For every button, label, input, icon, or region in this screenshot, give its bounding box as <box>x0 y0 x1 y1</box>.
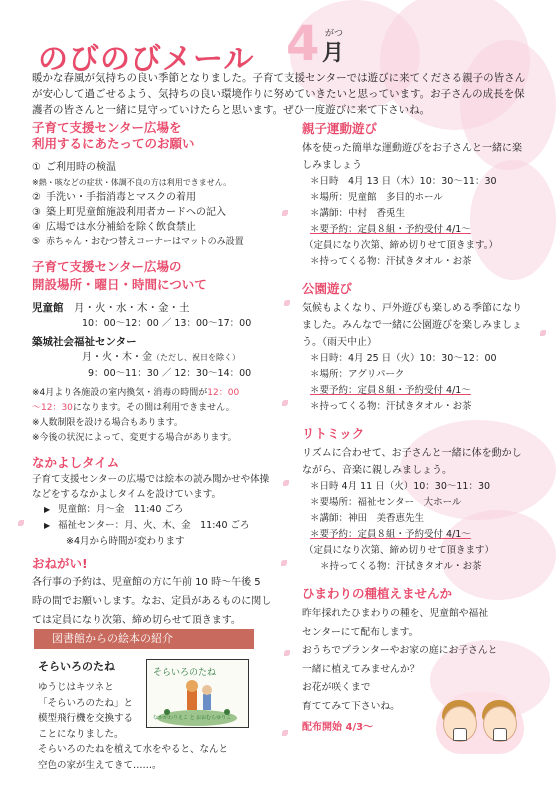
notice-item: ④ 広場では水分補給を除く飲食禁止 <box>32 222 196 233</box>
notice-heading-2: 利用するにあたってのお願い <box>32 136 195 151</box>
schedule-section <box>32 258 272 446</box>
nakayoshi-heading: なかよしタイム <box>32 455 120 470</box>
library-section-bar: 図書館からの絵本の紹介 <box>34 629 254 649</box>
oyako-heading: 親子運動遊び <box>302 121 378 136</box>
oyako-teacher: ＊講師：中村 香兎生 <box>310 208 406 219</box>
notice-item: ② 手洗い・手指消毒とマスクの着用 <box>32 192 196 203</box>
koen-reserve: ＊要予約：定員８組・予約受付 4/1～ <box>310 385 471 396</box>
book-title: そらいろのたね <box>38 660 115 673</box>
nakayoshi-text: 子育て支援センターの広場では絵本の読み聞かせや体操などをするなかよしタイムを設けています。 <box>32 474 270 500</box>
himawari-distribution: 配布開始 4/3～ <box>302 722 374 733</box>
koen-heading: 公園遊び <box>302 281 353 296</box>
oyako-reserve: ＊要予約：定員８組・予約受付 4/1～ <box>310 224 471 235</box>
schedule-heading-2: 開設場所・曜日・時間について <box>32 277 207 292</box>
notice-section <box>32 120 272 250</box>
schedule-note-3: ※今後の状況によって、変更する場合があります。 <box>32 433 237 443</box>
nakayoshi-section <box>32 454 272 549</box>
nakayoshi-item: ▶ 児童館：月～金 11:40 ごろ <box>32 502 272 518</box>
triangle-bullet-icon: ▶ <box>44 521 51 530</box>
himawari-text: 昨年採れたひまわりの種を、児童館や福祉 センターにて配布します。 おうちでプランターやお家の庭にお子さんと 一緒に植えてみませんか？ お花が咲くまで 育ててみて下さいね。 <box>302 608 498 712</box>
right-column <box>302 120 530 735</box>
onegai-text: 各行事の予約は、児童館の方に午前 10 時～午後 5 時の間でお願いします。なお、定員があるものに関しては定員になり次第、締め切らせて頂きます。 <box>32 577 272 626</box>
nakayoshi-item: ▶ 福祉センター：月、火、木、金 11:40 ごろ <box>32 518 272 534</box>
notice-heading-1: 子育て支援センター広場を <box>32 120 182 135</box>
book-description: ゆうじはキツネと 「そらいろのたね」と 模型飛行機を交換する ことになりました。 そらいろのたねを植えて水をやると、なんと 空色の家が生えてきて……。 <box>38 682 229 771</box>
oyako-section <box>302 120 530 270</box>
koen-section <box>302 280 530 415</box>
rhythmic-place: ＊要場所：福祉センター 大ホール <box>310 497 462 508</box>
rhythmic-close: （定員になり次第、締め切りせて頂きます） <box>304 545 495 556</box>
oyako-place: ＊場所：児童館 多目的ホール <box>310 192 443 203</box>
newsletter-header <box>38 16 528 77</box>
rhythmic-text: リズムに合わせて、お子さんと一緒に体を動かしながら、音楽に親しみましょう。 <box>302 448 522 476</box>
intro-paragraph: 暖かな春風が気持ちの良い季節となりました。子育て支援センターでは遊びに来てくださる親子の皆さんが安心して過ごせるよう、気持ちの良い環境作りに努めていきたいと思っています。お子さんの成長を保護者の皆さんと一緒に見守っていけたらと思います。ぜひ一度遊びに来て下さいね。 <box>32 72 526 116</box>
notice-item: ① ご利用時の検温 <box>32 162 116 173</box>
rhythmic-reserve: ＊要予約：定員８組・予約受付 4/1～ <box>310 529 471 540</box>
oyako-close: （定員になり次第、締め切りせて頂きます。） <box>304 240 498 251</box>
rice-ball-icon <box>453 728 467 741</box>
koen-text: 気候もよくなり、戸外遊びも楽しめる季節になりました。みんなで一緒に公園遊びを楽しみましょう。（雨天中止） <box>302 303 522 348</box>
notice-item: ③ 築上町児童館施設利用者カードへの記入 <box>32 207 226 218</box>
oyako-date: ＊日時 4月 13 日（木）10：30～11：30 <box>310 176 497 187</box>
schedule-heading-1: 子育て支援センター広場の <box>32 259 182 274</box>
rice-ball-icon <box>493 728 507 741</box>
notice-item: ※熱・咳などの症状・体調不良の方は利用できません。 <box>32 178 232 187</box>
book-cover-image <box>146 659 249 728</box>
nakayoshi-note: ※4月から時間が変わります <box>66 536 185 547</box>
triangle-bullet-icon: ▶ <box>44 505 51 514</box>
children-illustration <box>436 692 524 754</box>
rhythmic-heading: リトミック <box>302 426 365 441</box>
book-cover-subtitle: なかがわりえこ と おおむらゆりこ <box>153 715 232 721</box>
rhythmic-teacher: ＊講師：神田 美香恵先生 <box>310 513 425 524</box>
oyako-bring: ＊持ってくる物：汗拭きタオル・お茶 <box>310 256 472 267</box>
fukushi-label: 築城社会福祉センター <box>32 336 137 348</box>
left-column <box>32 120 272 630</box>
jidokan-hours: 10：00～12：00 ／ 13：00～17：00 <box>82 318 252 329</box>
month-number: 4 <box>286 16 320 72</box>
onegai-heading: おねがい! <box>32 556 88 571</box>
newsletter-title: のびのびメール <box>38 42 255 77</box>
book-cover-title: そらいろのたね <box>153 668 217 678</box>
himawari-heading: ひまわりの種植えませんか <box>302 586 453 601</box>
schedule-note-2: ※人数制限を設ける場合もあります。 <box>32 418 183 428</box>
notice-item: ⑤ 赤ちゃん・おむつ替えコーナーはマットのみ設置 <box>32 237 244 247</box>
schedule-note-1: ※4月より各施設の室内換気・消毒の時間が12：00 ～12：30になります。その間は利用できません。 <box>32 388 240 413</box>
jidokan-row: 児童館 月・火・水・木・金・土 <box>32 302 190 314</box>
notice-list <box>32 160 272 250</box>
rhythmic-section <box>302 425 530 575</box>
rhythmic-date: ＊日時 4月 11 日（火）10：30～11：30 <box>310 481 491 492</box>
koen-place: ＊場所：アグリパーク <box>310 369 405 380</box>
month-char: 月 <box>322 41 345 66</box>
koen-date: ＊日時：4月 25 日（火）10：30～12：00 <box>310 353 497 364</box>
fukushi-hours: 9：00～11：30 ／ 12：30～14：00 <box>88 368 252 379</box>
onegai-section <box>32 555 272 630</box>
oyako-text: 体を使った簡単な運動遊びをお子さんと一緒に楽しみましょう <box>302 143 522 171</box>
rhythmic-bring: ＊持ってくる物：汗拭きタオル・お茶 <box>320 561 482 572</box>
month-ruby: がつ <box>325 29 344 39</box>
koen-bring: ＊持ってくる物：汗拭きタオル・お茶 <box>310 401 472 412</box>
fukushi-days: 月・火・木・金（ただし、祝日を除く） <box>82 352 240 363</box>
